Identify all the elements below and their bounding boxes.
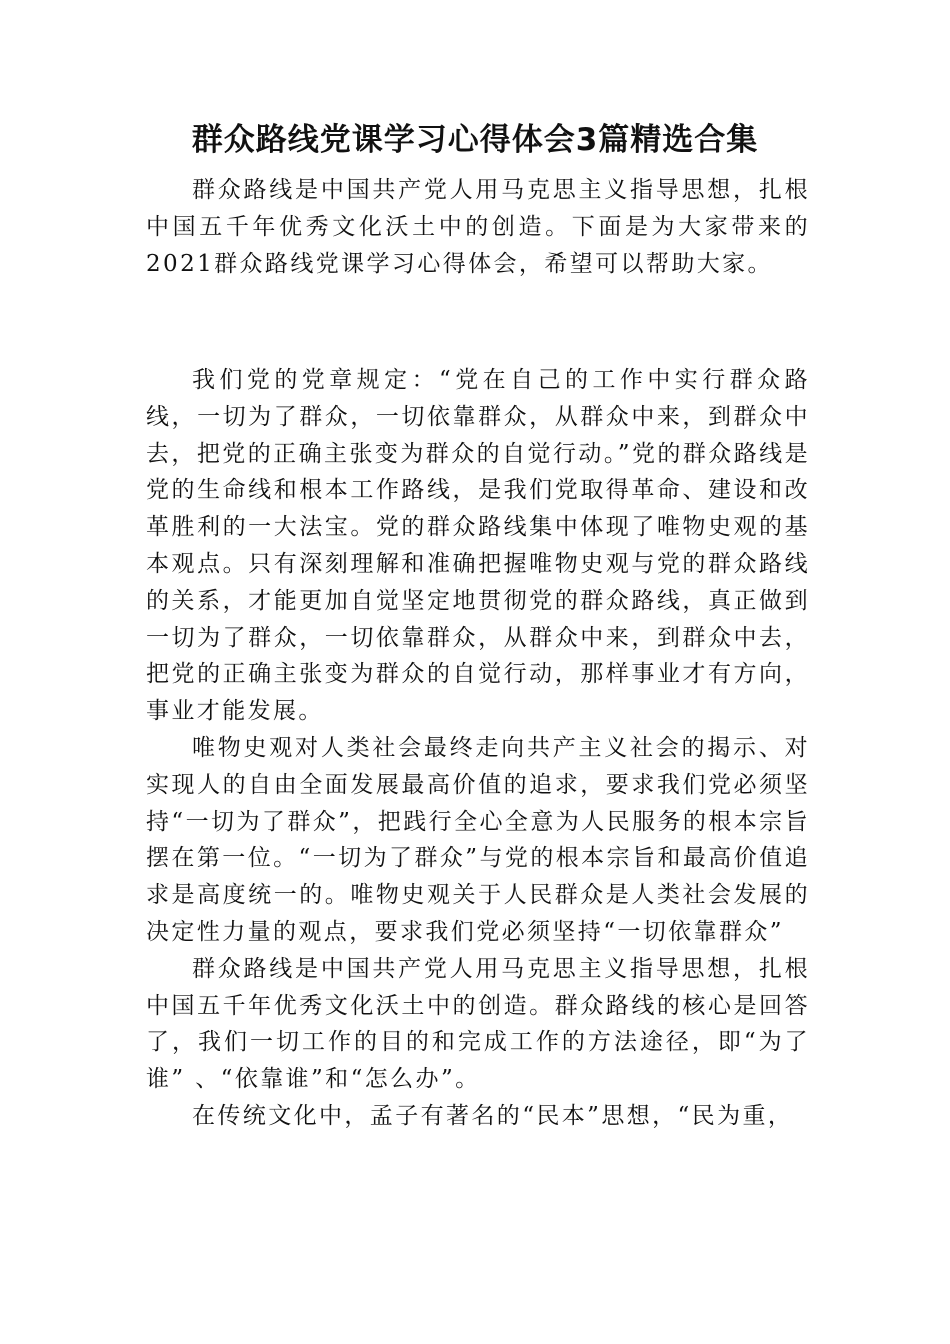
body-paragraph-2: 唯物史观对人类社会最终走向共产主义社会的揭示、对实现人的自由全面发展最高价值的追求，要求我们党必须坚持“一切为了群众”，把践行全心全意为人民服务的根本宗旨摆在第一位。“一切为了群众”与党的根本宗旨和最高价值追求是高度统一的。唯物史观关于人民群众是人类社会发展的决定性力量的观点，要求我们党必须坚持“一切依靠群众” <box>146 734 810 945</box>
body-paragraph-3: 群众路线是中国共产党人用马克思主义指导思想，扎根中国五千年优秀文化沃土中的创造。群众路线的核心是回答了，我们一切工作的目的和完成工作的方法途径，即“为了谁” 、“依靠谁”和“怎么办”。 <box>146 955 810 1093</box>
intro-section <box>146 172 810 282</box>
body-paragraph-4: 在传统文化中，孟子有著名的“民本”思想，“民为重， <box>192 1102 794 1129</box>
body-paragraph-1: 我们党的党章规定：“党在自己的工作中实行群众路线，一切为了群众，一切依靠群众，从群众中来，到群众中去，把党的正确主张变为群众的自觉行动。”党的群众路线是党的生命线和根本工作路线，是我们党取得革命、建设和改革胜利的一大法宝。党的群众路线集中体现了唯物史观的基本观点。只有深刻理解和准确把握唯物史观与党的群众路线的关系，才能更加自觉坚定地贯彻党的群众路线，真正做到一切为了群众，一切依靠群众，从群众中来，到群众中去，把党的正确主张变为群众的自觉行动，那样事业才有方向，事业才能发展。 <box>146 367 810 725</box>
document-title: 群众路线党课学习心得体会3篇精选合集 <box>191 122 759 158</box>
intro-paragraph: 群众路线是中国共产党人用马克思主义指导思想，扎根中国五千年优秀文化沃土中的创造。下面是为大家带来的2021群众路线党课学习心得体会，希望可以帮助大家。 <box>146 177 810 277</box>
article-body <box>146 362 810 1135</box>
